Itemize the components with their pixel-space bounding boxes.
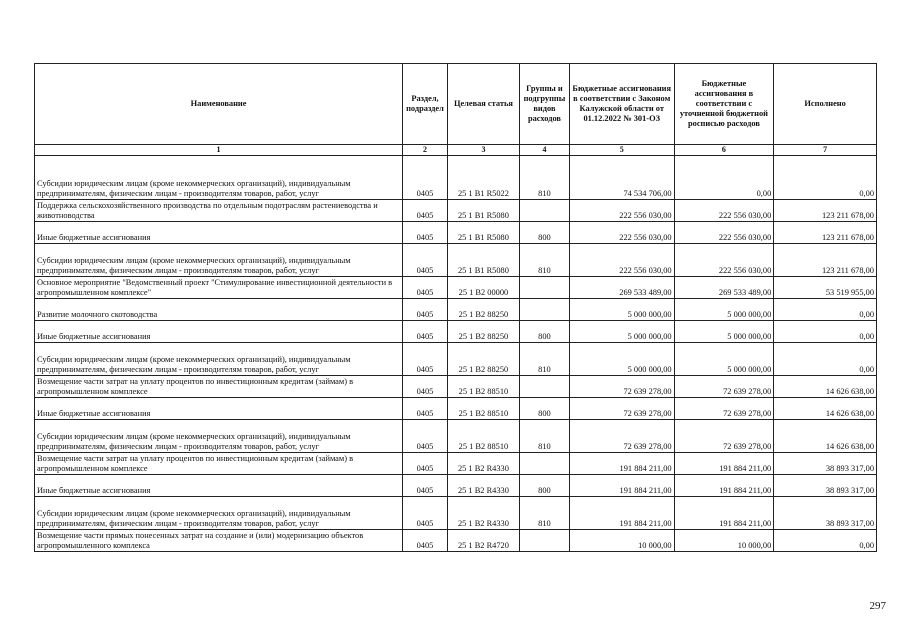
row-name: Возмещение части затрат на уплату процентов по инвестиционным кредитам (займам) в агропромышленном комплексе bbox=[35, 376, 403, 398]
column-number: 2 bbox=[403, 145, 448, 156]
row-group bbox=[520, 299, 570, 321]
row-refined-allocation: 269 533 489,00 bbox=[674, 277, 774, 299]
header-section: Раздел, подраздел bbox=[403, 64, 448, 145]
row-name: Иные бюджетные ассигнования bbox=[35, 222, 403, 244]
table-row bbox=[35, 420, 877, 453]
row-section: 0405 bbox=[403, 222, 448, 244]
row-group bbox=[520, 277, 570, 299]
row-executed: 14 626 638,00 bbox=[774, 376, 877, 398]
row-group: 810 bbox=[520, 244, 570, 277]
row-law-allocation: 222 556 030,00 bbox=[569, 244, 674, 277]
table-row bbox=[35, 475, 877, 497]
row-name: Субсидии юридическим лицам (кроме некоммерческих организаций), индивидуальным предпринимателям, физическим лицам - производителям товаров, работ, услуг bbox=[35, 343, 403, 376]
row-section: 0405 bbox=[403, 475, 448, 497]
row-article: 25 1 В1 R5080 bbox=[447, 200, 519, 222]
row-section: 0405 bbox=[403, 321, 448, 343]
header-executed: Исполнено bbox=[774, 64, 877, 145]
header-law-allocation: Бюджетные ассигнования в соответствии с Законом Калужской области от 01.12.2022 № 301-ОЗ bbox=[569, 64, 674, 145]
row-name: Субсидии юридическим лицам (кроме некоммерческих организаций), индивидуальным предпринимателям, физическим лицам - производителям товаров, работ, услуг bbox=[35, 156, 403, 200]
row-article: 25 1 В2 88250 bbox=[447, 343, 519, 376]
row-section: 0405 bbox=[403, 497, 448, 530]
column-number: 7 bbox=[774, 145, 877, 156]
row-article: 25 1 В2 88250 bbox=[447, 321, 519, 343]
row-group: 800 bbox=[520, 222, 570, 244]
table-row bbox=[35, 222, 877, 244]
row-article: 25 1 В2 88510 bbox=[447, 398, 519, 420]
table-row bbox=[35, 398, 877, 420]
row-article: 25 1 В2 88510 bbox=[447, 376, 519, 398]
row-article: 25 1 В2 88250 bbox=[447, 299, 519, 321]
row-article: 25 1 В2 88510 bbox=[447, 420, 519, 453]
row-executed: 123 211 678,00 bbox=[774, 244, 877, 277]
row-refined-allocation: 72 639 278,00 bbox=[674, 420, 774, 453]
row-name: Возмещение части прямых понесенных затрат на создание и (или) модернизацию объектов агропромышленного комплекса bbox=[35, 530, 403, 552]
table-row bbox=[35, 453, 877, 475]
row-executed: 0,00 bbox=[774, 321, 877, 343]
row-name: Иные бюджетные ассигнования bbox=[35, 321, 403, 343]
row-section: 0405 bbox=[403, 453, 448, 475]
row-name: Иные бюджетные ассигнования bbox=[35, 475, 403, 497]
row-executed: 0,00 bbox=[774, 530, 877, 552]
page-number: 297 bbox=[869, 600, 886, 612]
row-section: 0405 bbox=[403, 376, 448, 398]
row-executed: 14 626 638,00 bbox=[774, 398, 877, 420]
table-row bbox=[35, 277, 877, 299]
row-name: Субсидии юридическим лицам (кроме некоммерческих организаций), индивидуальным предпринимателям, физическим лицам - производителям товаров, работ, услуг bbox=[35, 244, 403, 277]
row-name: Субсидии юридическим лицам (кроме некоммерческих организаций), индивидуальным предпринимателям, физическим лицам - производителям товаров, работ, услуг bbox=[35, 420, 403, 453]
row-group: 800 bbox=[520, 475, 570, 497]
row-executed: 14 626 638,00 bbox=[774, 420, 877, 453]
row-name: Поддержка сельскохозяйственного производства по отдельным подотраслям растениеводства и животноводства bbox=[35, 200, 403, 222]
table-row bbox=[35, 244, 877, 277]
row-section: 0405 bbox=[403, 277, 448, 299]
table-row bbox=[35, 376, 877, 398]
row-name: Иные бюджетные ассигнования bbox=[35, 398, 403, 420]
header-name: Наименование bbox=[35, 64, 403, 145]
row-refined-allocation: 191 884 211,00 bbox=[674, 475, 774, 497]
row-refined-allocation: 222 556 030,00 bbox=[674, 222, 774, 244]
table-row bbox=[35, 200, 877, 222]
row-law-allocation: 191 884 211,00 bbox=[569, 453, 674, 475]
row-name: Субсидии юридическим лицам (кроме некоммерческих организаций), индивидуальным предпринимателям, физическим лицам - производителям товаров, работ, услуг bbox=[35, 497, 403, 530]
row-law-allocation: 5 000 000,00 bbox=[569, 321, 674, 343]
row-refined-allocation: 191 884 211,00 bbox=[674, 453, 774, 475]
row-section: 0405 bbox=[403, 299, 448, 321]
row-law-allocation: 72 639 278,00 bbox=[569, 376, 674, 398]
row-refined-allocation: 5 000 000,00 bbox=[674, 299, 774, 321]
row-section: 0405 bbox=[403, 420, 448, 453]
row-law-allocation: 191 884 211,00 bbox=[569, 475, 674, 497]
row-section: 0405 bbox=[403, 156, 448, 200]
row-law-allocation: 5 000 000,00 bbox=[569, 343, 674, 376]
table-row bbox=[35, 321, 877, 343]
row-law-allocation: 5 000 000,00 bbox=[569, 299, 674, 321]
column-number: 6 bbox=[674, 145, 774, 156]
row-refined-allocation: 191 884 211,00 bbox=[674, 497, 774, 530]
row-refined-allocation: 222 556 030,00 bbox=[674, 244, 774, 277]
row-law-allocation: 10 000,00 bbox=[569, 530, 674, 552]
row-group: 810 bbox=[520, 497, 570, 530]
column-number: 3 bbox=[447, 145, 519, 156]
row-group: 810 bbox=[520, 343, 570, 376]
row-group: 810 bbox=[520, 420, 570, 453]
row-article: 25 1 В2 R4330 bbox=[447, 475, 519, 497]
row-section: 0405 bbox=[403, 244, 448, 277]
row-group bbox=[520, 453, 570, 475]
row-group bbox=[520, 200, 570, 222]
row-executed: 123 211 678,00 bbox=[774, 222, 877, 244]
budget-table bbox=[34, 63, 877, 552]
row-group bbox=[520, 530, 570, 552]
header-article: Целевая статья bbox=[447, 64, 519, 145]
row-refined-allocation: 5 000 000,00 bbox=[674, 321, 774, 343]
row-law-allocation: 222 556 030,00 bbox=[569, 200, 674, 222]
row-group: 810 bbox=[520, 156, 570, 200]
row-section: 0405 bbox=[403, 200, 448, 222]
header-refined-allocation: Бюджетные ассигнования в соответствии с уточненной бюджетной росписью расходов bbox=[674, 64, 774, 145]
row-executed: 53 519 955,00 bbox=[774, 277, 877, 299]
row-law-allocation: 72 639 278,00 bbox=[569, 398, 674, 420]
row-refined-allocation: 72 639 278,00 bbox=[674, 398, 774, 420]
row-name: Возмещение части затрат на уплату процентов по инвестиционным кредитам (займам) в агропромышленном комплексе bbox=[35, 453, 403, 475]
column-number: 5 bbox=[569, 145, 674, 156]
row-executed: 38 893 317,00 bbox=[774, 497, 877, 530]
row-law-allocation: 222 556 030,00 bbox=[569, 222, 674, 244]
row-article: 25 1 В1 R5080 bbox=[447, 244, 519, 277]
row-article: 25 1 В2 00000 bbox=[447, 277, 519, 299]
column-number: 1 bbox=[35, 145, 403, 156]
row-refined-allocation: 0,00 bbox=[674, 156, 774, 200]
row-law-allocation: 269 533 489,00 bbox=[569, 277, 674, 299]
row-refined-allocation: 5 000 000,00 bbox=[674, 343, 774, 376]
row-executed: 0,00 bbox=[774, 156, 877, 200]
row-group bbox=[520, 376, 570, 398]
row-article: 25 1 В1 R5022 bbox=[447, 156, 519, 200]
row-section: 0405 bbox=[403, 398, 448, 420]
row-law-allocation: 74 534 706,00 bbox=[569, 156, 674, 200]
row-executed: 0,00 bbox=[774, 299, 877, 321]
row-law-allocation: 191 884 211,00 bbox=[569, 497, 674, 530]
row-refined-allocation: 10 000,00 bbox=[674, 530, 774, 552]
row-executed: 0,00 bbox=[774, 343, 877, 376]
row-refined-allocation: 72 639 278,00 bbox=[674, 376, 774, 398]
row-refined-allocation: 222 556 030,00 bbox=[674, 200, 774, 222]
row-group: 800 bbox=[520, 321, 570, 343]
table-row bbox=[35, 299, 877, 321]
table-row bbox=[35, 343, 877, 376]
table-header bbox=[35, 64, 877, 156]
row-section: 0405 bbox=[403, 343, 448, 376]
table-row bbox=[35, 156, 877, 200]
row-article: 25 1 В1 R5080 bbox=[447, 222, 519, 244]
row-name: Основное мероприятие "Ведомственный проект "Стимулирование инвестиционной деятельности в агропромышленном комплексе" bbox=[35, 277, 403, 299]
row-article: 25 1 В2 R4330 bbox=[447, 453, 519, 475]
budget-table-container bbox=[34, 63, 877, 552]
row-section: 0405 bbox=[403, 530, 448, 552]
row-article: 25 1 В2 R4330 bbox=[447, 497, 519, 530]
table-body bbox=[35, 156, 877, 552]
column-number: 4 bbox=[520, 145, 570, 156]
header-group: Группы и подгруппы видов расходов bbox=[520, 64, 570, 145]
row-executed: 38 893 317,00 bbox=[774, 475, 877, 497]
table-row bbox=[35, 530, 877, 552]
row-law-allocation: 72 639 278,00 bbox=[569, 420, 674, 453]
row-group: 800 bbox=[520, 398, 570, 420]
row-executed: 38 893 317,00 bbox=[774, 453, 877, 475]
table-row bbox=[35, 497, 877, 530]
row-article: 25 1 В2 R4720 bbox=[447, 530, 519, 552]
row-executed: 123 211 678,00 bbox=[774, 200, 877, 222]
row-name: Развитие молочного скотоводства bbox=[35, 299, 403, 321]
